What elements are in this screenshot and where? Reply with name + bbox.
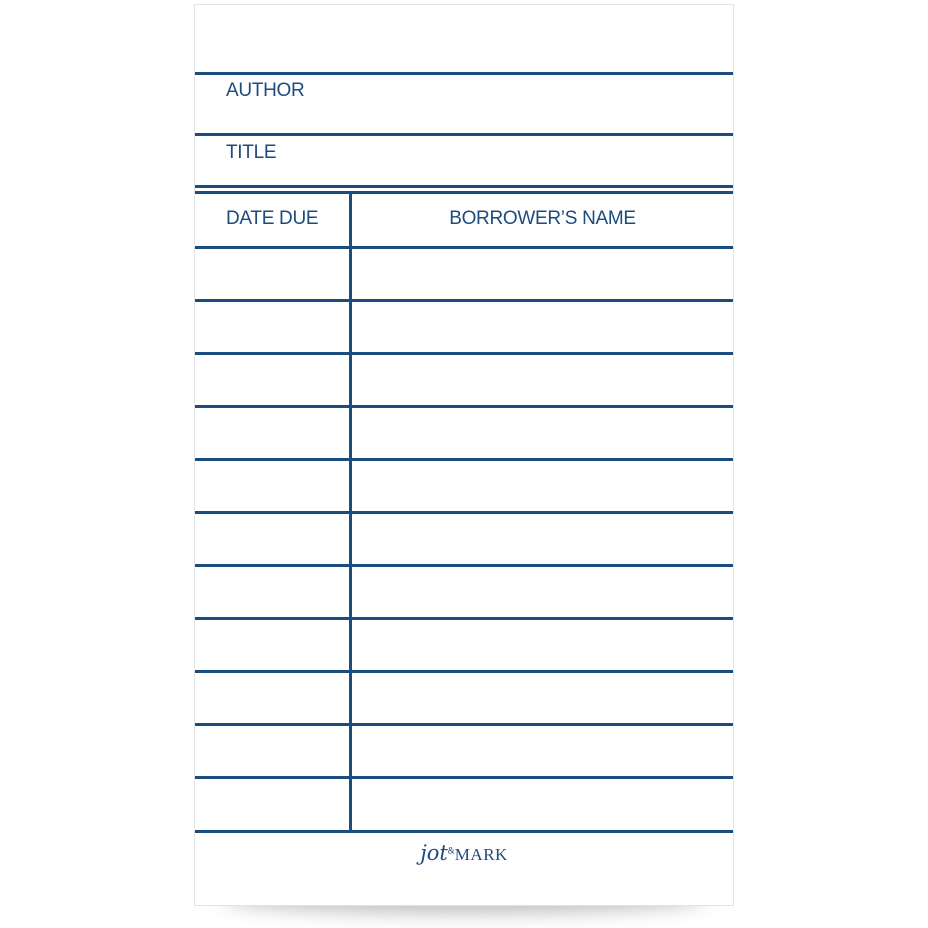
rule-row-4 xyxy=(195,405,733,408)
borrower-name-header: BORROWER’S NAME xyxy=(449,208,636,229)
brand-logo-amp: & xyxy=(447,845,455,856)
rule-row-1 xyxy=(195,246,733,249)
rule-header-double-a xyxy=(195,185,733,188)
author-label: AUTHOR xyxy=(226,80,305,101)
rule-row-8 xyxy=(195,617,733,620)
brand-logo xyxy=(195,841,733,881)
rule-header-double-b xyxy=(195,191,733,194)
library-card xyxy=(194,4,734,906)
rule-author-top xyxy=(195,72,733,75)
rule-row-6 xyxy=(195,511,733,514)
rule-row-7 xyxy=(195,564,733,567)
rule-row-2 xyxy=(195,299,733,302)
title-label: TITLE xyxy=(226,142,277,163)
date-due-header: DATE DUE xyxy=(226,208,319,229)
rule-row-12 xyxy=(195,830,733,833)
rule-row-3 xyxy=(195,352,733,355)
brand-logo-jot: jot xyxy=(420,841,448,865)
rule-row-11 xyxy=(195,776,733,779)
rule-title-top xyxy=(195,133,733,136)
brand-logo-mark: MARK xyxy=(454,845,508,864)
rule-row-10 xyxy=(195,723,733,726)
rule-row-9 xyxy=(195,670,733,673)
column-divider xyxy=(349,193,352,833)
rule-row-5 xyxy=(195,458,733,461)
